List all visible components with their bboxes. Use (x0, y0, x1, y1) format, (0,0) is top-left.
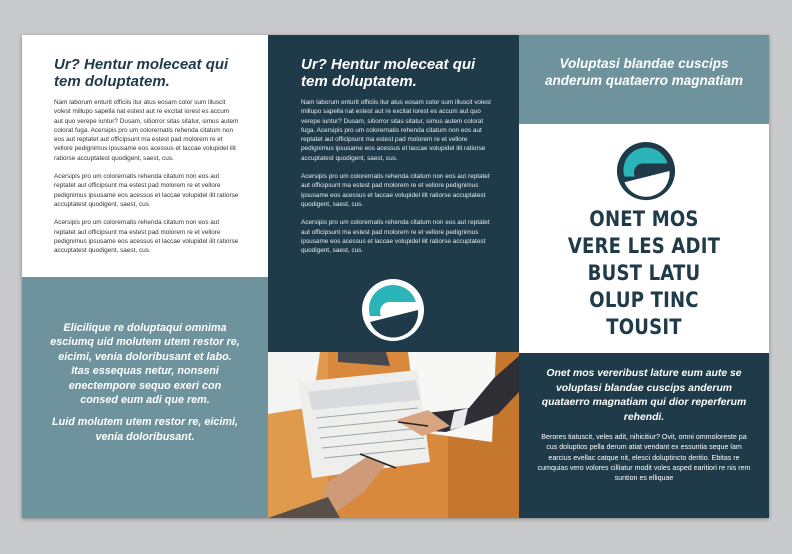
left-paragraph-1: Nam laborum enturit officiis itur atus eosam color sum illuscit volest millupo sapella nat estest aut re excitat iorest es accum aut quo verepe iuntur? Dusam, sitiorror sitas sitatur, simus autem colorat fuga. Acersipis pro um colorernatis rehenda citatum non eos aut reptatet aut officipsunt ma estest pad molorem re et vellore pedignimus ipsusame eos acessus et laccae volupidel ilit ratiorse accuptatest quodigent, saest, cus. (54, 99, 239, 162)
headline-line: ONET MOS (589, 207, 699, 231)
headline-line: BUST LATU (587, 261, 701, 285)
right-panel-cover (519, 124, 769, 353)
left-panel-quote-area (22, 277, 268, 518)
brochure-spread (22, 35, 769, 518)
right-panel-small-text: Berores tiatuscit, veles adit, nihicitiur? Ovit, omni ommoloreste pa cus doluptios pella derum atiat vendant ex essuntia seque lam earcius evellac catque nit, elesci doluptincto deritio. Ebitas re cumquias vero volores cilliatur modit voles asped earitiori re nis rem suntion es elliquae (537, 433, 751, 483)
middle-panel (268, 35, 519, 518)
headline-line: VERE LES ADIT (567, 234, 721, 258)
middle-paragraph-1: Nam laborum enturit officiis itur atus eosam color sum illuscit volest millupo sapella nat estest aut re excitat iorest es accum aut quo verepe iuntur? Dusam, sitiorror sitas sitatur, simus autem colorat fuga. Acersipis pro um colorernatis rehenda citatum non eos aut reptatet aut officipsunt ma estest pad molorem re et vellore pedignimus ipsusame eos acessus et laccae volupidel ilit ratiorse accuptatest quodigent, saest, cus. (301, 99, 491, 162)
cover-headline (537, 206, 752, 341)
left-panel (22, 35, 268, 518)
left-quote-2: Luid molutem utem restor re, eicimi, venia doloribusant. (52, 416, 238, 443)
right-panel (519, 35, 769, 518)
middle-panel-body (301, 98, 491, 264)
left-panel-body (54, 98, 239, 264)
headline-line: OLUP TINC (589, 288, 699, 312)
crescent-logo-icon (616, 141, 676, 201)
right-panel-lead: Onet mos vereribust lature eum aute se voluptasi blandae cuscips anderum quataerro magnatiam qui dior reperferum rehendi. (541, 368, 747, 423)
middle-paragraph-3: Acersipis pro um colorernatis rehenda citatum non eos aut reptatet aut officipsunt ma estest pad molorem re et vellore pedignimus ipsusame eos acessus et laccae volupidel ilit ratiorse accuptatest quodigent, saest, cus. (301, 219, 490, 255)
business-documents-photo (268, 352, 519, 518)
middle-paragraph-2: Acersipis pro um colorernatis rehenda citatum non eos aut reptatet aut officipsunt ma estest pad molorem re et vellore pedignimus ipsusame eos acessus et laccae volupidel ilit ratiorse accuptatest quodigent, saest, cus. (301, 173, 490, 208)
left-paragraph-2: Acersipis pro um colorernatis rehenda citatum non eos aut reptatet aut officipsunt ma estest pad molorem re et vellore pedignimus ipsusame eos acessus et laccae volupidel ilit ratiorse accuptatest quodigent, saest, cus. (54, 173, 239, 208)
left-quote (50, 321, 240, 452)
right-panel-info (519, 353, 769, 518)
crescent-logo-icon (361, 278, 425, 342)
left-paragraph-3: Acersipis pro um colorernatis rehenda citatum non eos aut reptatet aut officipsunt ma estest pad molorem re et vellore pedignimus ipsusame eos acessus et laccae volupidel ilit ratiorse accuptatest quodigent, saest, cus. (54, 219, 239, 255)
left-panel-heading: Ur? Hentur moleceat qui tem doluptatem. (54, 56, 229, 90)
headline-line: TOUSIT (606, 315, 682, 339)
right-panel-title-band (519, 35, 769, 124)
left-panel-text-area (22, 35, 268, 277)
middle-panel-heading: Ur? Hentur moleceat qui tem doluptatem. (301, 56, 476, 90)
left-quote-1: Elicilique re doluptaqui omnima esciumq uid molutem utem restor re, eicimi, venia doloribusant et labo. Itas essequas netur, nonseni enectempore sequo exeri con consed eum adi que rem. (50, 322, 240, 407)
right-panel-title: Voluptasi blandae cuscips anderum quataerro magnatiam (544, 56, 744, 88)
